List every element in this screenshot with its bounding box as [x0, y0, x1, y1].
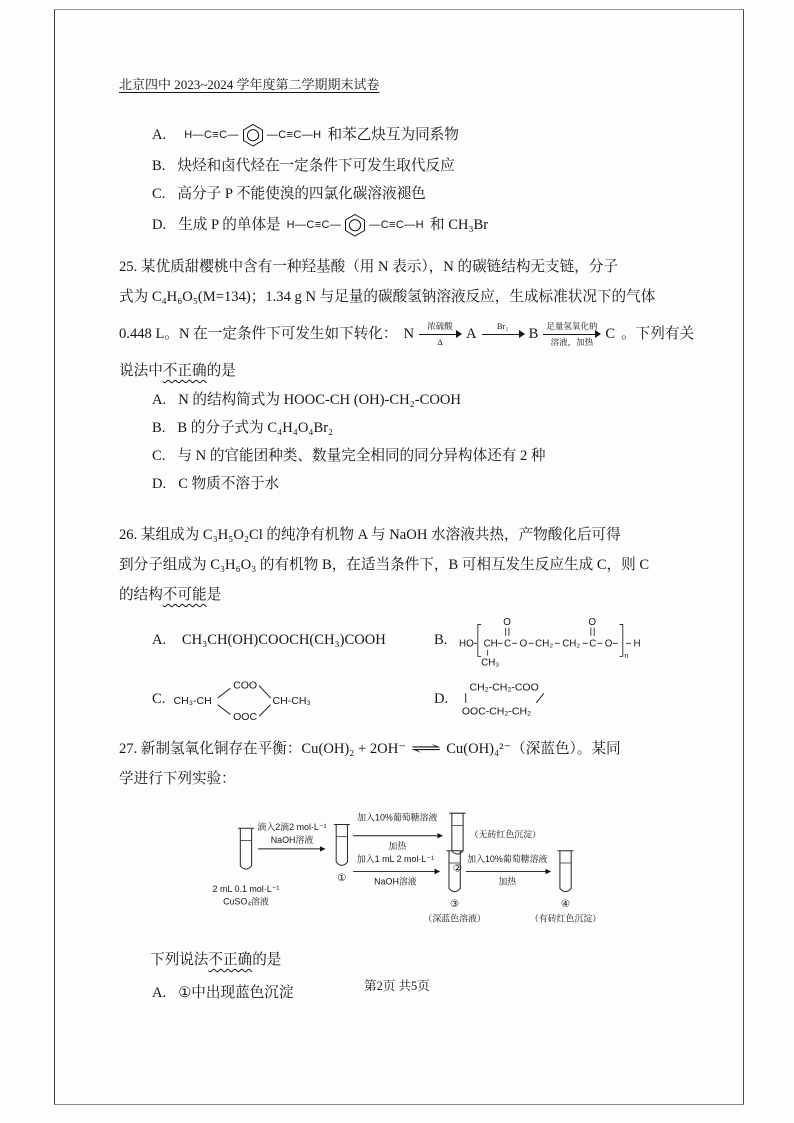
- atom-label: OOC: [233, 711, 258, 724]
- arrow-line: [482, 334, 524, 335]
- reaction-arrow: [482, 321, 524, 348]
- q26-options-row-1: [119, 610, 693, 670]
- option-label: B.: [152, 158, 166, 174]
- atom-label: CH₂: [562, 638, 581, 650]
- option-text: B 的分子式为 C₄H₄O₄Br₂: [177, 420, 334, 436]
- q26-line3-post: 是: [206, 587, 222, 603]
- option-label: A.: [152, 127, 167, 143]
- atom-label: C: [504, 638, 512, 650]
- reaction-species: N: [403, 326, 415, 342]
- q27-text-line: [119, 734, 693, 764]
- option-label: B.: [152, 420, 166, 436]
- atom-label: CH₃-CH: [173, 694, 213, 707]
- diethynylbenzene-structure: [287, 211, 424, 239]
- reaction-species: A: [466, 326, 477, 342]
- tube-number: ③: [450, 899, 460, 911]
- bond-line: [259, 686, 271, 699]
- tube-number: ②: [452, 863, 463, 875]
- q27-text-line: 学进行下列实验：: [119, 771, 236, 787]
- atom-label: HO: [459, 638, 475, 650]
- q26-text-line: 26. 某组成为 C₃H₅O₂Cl 的纯净有机物 A 与 NaOH 水溶液共热，产物酸化后可得: [119, 527, 621, 543]
- q25-option-a: [152, 386, 693, 414]
- bond-line: [218, 705, 231, 715]
- q26-line3-pre: 的结构: [119, 587, 163, 603]
- reaction-arrow: [419, 321, 461, 348]
- result-note: （深蓝色溶液）: [423, 913, 486, 924]
- atom-label: CH₂: [535, 638, 554, 650]
- emphasized-text: 不可能: [162, 587, 207, 603]
- option-label: C.: [152, 691, 166, 707]
- option-label: C.: [152, 186, 166, 202]
- diagram-label: 加入10%葡萄糖溶液: [467, 854, 548, 865]
- option-text: 和 CH₃Br: [429, 217, 489, 233]
- q24-option-a: [152, 118, 693, 152]
- arrow-condition-bottom: Δ: [437, 336, 443, 347]
- structure-text-right: —C≡C—H: [369, 219, 424, 231]
- test-tube-icon: [449, 813, 465, 854]
- option-label: D.: [434, 691, 449, 707]
- option-text: 与 N 的官能团种类、数量完全相同的同分异构体还有 2 种: [177, 448, 546, 464]
- q26-option-c: [152, 674, 323, 724]
- arrow-condition-bottom: [500, 337, 506, 348]
- arrow-line: [419, 334, 461, 335]
- diagram-label: NaOH溶液: [374, 876, 417, 887]
- q25-option-c: [152, 442, 693, 470]
- benzene-circle: [350, 220, 361, 231]
- atom-label: CH: [483, 638, 499, 650]
- reaction-species: C: [605, 326, 616, 342]
- page-content: [119, 76, 693, 1007]
- option-text: 和苯乙炔互为同系物: [327, 127, 459, 143]
- equilibrium-pre: 27. 新制氢氧化铜存在平衡：Cu(OH)₂ + 2OH⁻: [119, 741, 406, 757]
- option-text: CH₃CH(OH)COOCH(CH₃)COOH: [181, 632, 386, 648]
- arrow-condition-top: Br₂: [496, 320, 509, 331]
- diagram-label: CuSO₄溶液: [223, 896, 269, 907]
- emphasized-text: 不正确: [208, 952, 253, 968]
- q25-text-line: 25. 某优质甜樱桃中含有一种羟基酸（用 N 表示），N 的碳链结构无支链，分子: [119, 259, 619, 275]
- diagram-label: 2 mL 0.1 mol·L⁻¹: [212, 884, 280, 895]
- bond-line: [536, 693, 544, 703]
- cyclic-diester-structure: [460, 676, 582, 722]
- option-text: C 物质不溶于水: [178, 476, 280, 492]
- q25-option-d: [152, 470, 693, 498]
- atom-label: CH₃: [481, 657, 500, 667]
- bond-line: [218, 688, 231, 698]
- atom-label: OOC-CH₂-CH₂: [462, 706, 532, 718]
- benzene-hexagon: [346, 215, 365, 237]
- option-text: N 的结构简式为 HOOC-CH (OH)-CH₂-COOH: [178, 392, 461, 408]
- arrow-condition-top: 足量氢氧化钠: [546, 320, 598, 331]
- diagram-label: 加热: [498, 876, 517, 887]
- benzene-circle: [247, 130, 258, 141]
- atom-label: O: [605, 638, 613, 650]
- diagram-label: 加热: [388, 840, 407, 851]
- bracket-left: [478, 624, 481, 656]
- diagram-label: 加入10%葡萄糖溶液: [357, 812, 438, 823]
- q25-line3-post: 。下列有关: [621, 326, 695, 342]
- option-text: 生成 P 的单体是: [178, 217, 281, 233]
- reaction-scheme: [400, 319, 620, 349]
- structure-text-left: H—C≡C—: [184, 129, 239, 141]
- option-label: C.: [152, 448, 166, 464]
- q24-option-c: [152, 180, 693, 208]
- atom-label: CH₂-CH₂-COO: [469, 682, 539, 694]
- arrow-condition-bottom: 溶液，加热: [550, 336, 594, 347]
- tube-number: ④: [560, 899, 571, 911]
- q25-text-line: [119, 312, 693, 356]
- atom-label: H: [633, 638, 641, 650]
- q24-option-d: [152, 208, 693, 242]
- atom-label: COO: [233, 679, 258, 692]
- diethynylbenzene-structure: [184, 121, 321, 149]
- test-tube-icon: [334, 824, 350, 865]
- option-text: 高分子 P 不能使溴的四氯化碳溶液褪色: [177, 186, 426, 202]
- benzene-ring-icon: [240, 123, 266, 147]
- bond-line: [259, 705, 271, 717]
- page-footer: 第2页 共5页: [364, 979, 430, 993]
- benzene-hexagon: [243, 125, 262, 147]
- q26-option-b: [434, 613, 649, 667]
- equilibrium-arrow: ⇌: [410, 741, 442, 757]
- bracket-right: [620, 624, 623, 656]
- diagram-label: 加入1 mL 2 mol·L⁻¹: [356, 854, 435, 865]
- polyester-chain-structure: [459, 613, 649, 667]
- equilibrium-post: Cu(OH)₄²⁻（深蓝色）。某同: [446, 741, 621, 757]
- atom-label: O: [519, 638, 528, 650]
- cyclic-diester-structure: [173, 674, 323, 724]
- q25-text-line: 式为 C₄H₆O₅(M=134)；1.34 g N 与足量的碳酸氢钠溶液反应，生成标准状况下的气体: [119, 289, 656, 305]
- q26-option-a: [152, 625, 386, 655]
- q26-text-line: [119, 580, 693, 610]
- structure-text-left: H—C≡C—: [286, 219, 342, 231]
- diagram-label: NaOH溶液: [270, 835, 314, 846]
- q25-line3-pre: 0.448 L。N 在一定条件下可发生如下转化：: [119, 326, 398, 342]
- prompt-pre: 下列说法: [150, 952, 209, 968]
- diagram-label: 滴入2滴2 mol·L⁻¹: [257, 822, 327, 833]
- q26-option-d: [434, 676, 582, 722]
- exam-title: 北京四中 2023~2024 学年度第二学期期末试卷: [119, 77, 380, 92]
- option-label: B.: [434, 632, 448, 648]
- arrow-line: [543, 334, 600, 335]
- option-label: A.: [152, 985, 167, 1001]
- option-label: A.: [152, 632, 167, 648]
- tube-number: ①: [337, 872, 347, 884]
- option-text: ①中出现蓝色沉淀: [178, 985, 294, 1001]
- q26-options-row-2: [119, 672, 693, 726]
- q25-text-line: [119, 356, 693, 386]
- benzene-ring-icon: [342, 213, 368, 237]
- q25-line4-pre: 说法中: [119, 363, 163, 379]
- option-text: 炔烃和卤代烃在一定条件下可发生取代反应: [177, 158, 455, 174]
- atom-label: O: [588, 617, 597, 629]
- emphasized-text: 不正确: [162, 363, 207, 379]
- q25-line4-post: 的是: [206, 363, 236, 379]
- result-note: （无砖红色沉淀）: [469, 829, 542, 840]
- atom-label: CH-CH₃: [272, 694, 312, 707]
- q26-text-line: 到分子组成为 C₃H₆O₃ 的有机物 B，在适当条件下，B 可相互发生反应生成 C，则 C: [119, 557, 650, 573]
- reaction-species: B: [528, 326, 539, 342]
- experiment-flow-diagram: [167, 798, 693, 939]
- prompt-post: 的是: [252, 952, 282, 968]
- option-label: D.: [152, 217, 167, 233]
- arrow-condition-top: 浓硫酸: [427, 320, 453, 331]
- atom-label: C: [589, 638, 597, 650]
- option-label: A.: [152, 392, 167, 408]
- reaction-arrow: [543, 321, 600, 348]
- q25-option-b: [152, 414, 693, 442]
- option-label: D.: [152, 476, 167, 492]
- atom-label: O: [503, 617, 512, 629]
- subscript-n: n: [624, 651, 629, 661]
- test-tube-icon: [238, 828, 254, 869]
- result-note: （有砖红色沉淀）: [529, 913, 602, 924]
- q24-option-b: [152, 152, 693, 180]
- structure-text-right: —C≡C—H: [266, 129, 322, 141]
- test-tube-icon: [558, 851, 574, 892]
- question-prompt: [150, 947, 693, 974]
